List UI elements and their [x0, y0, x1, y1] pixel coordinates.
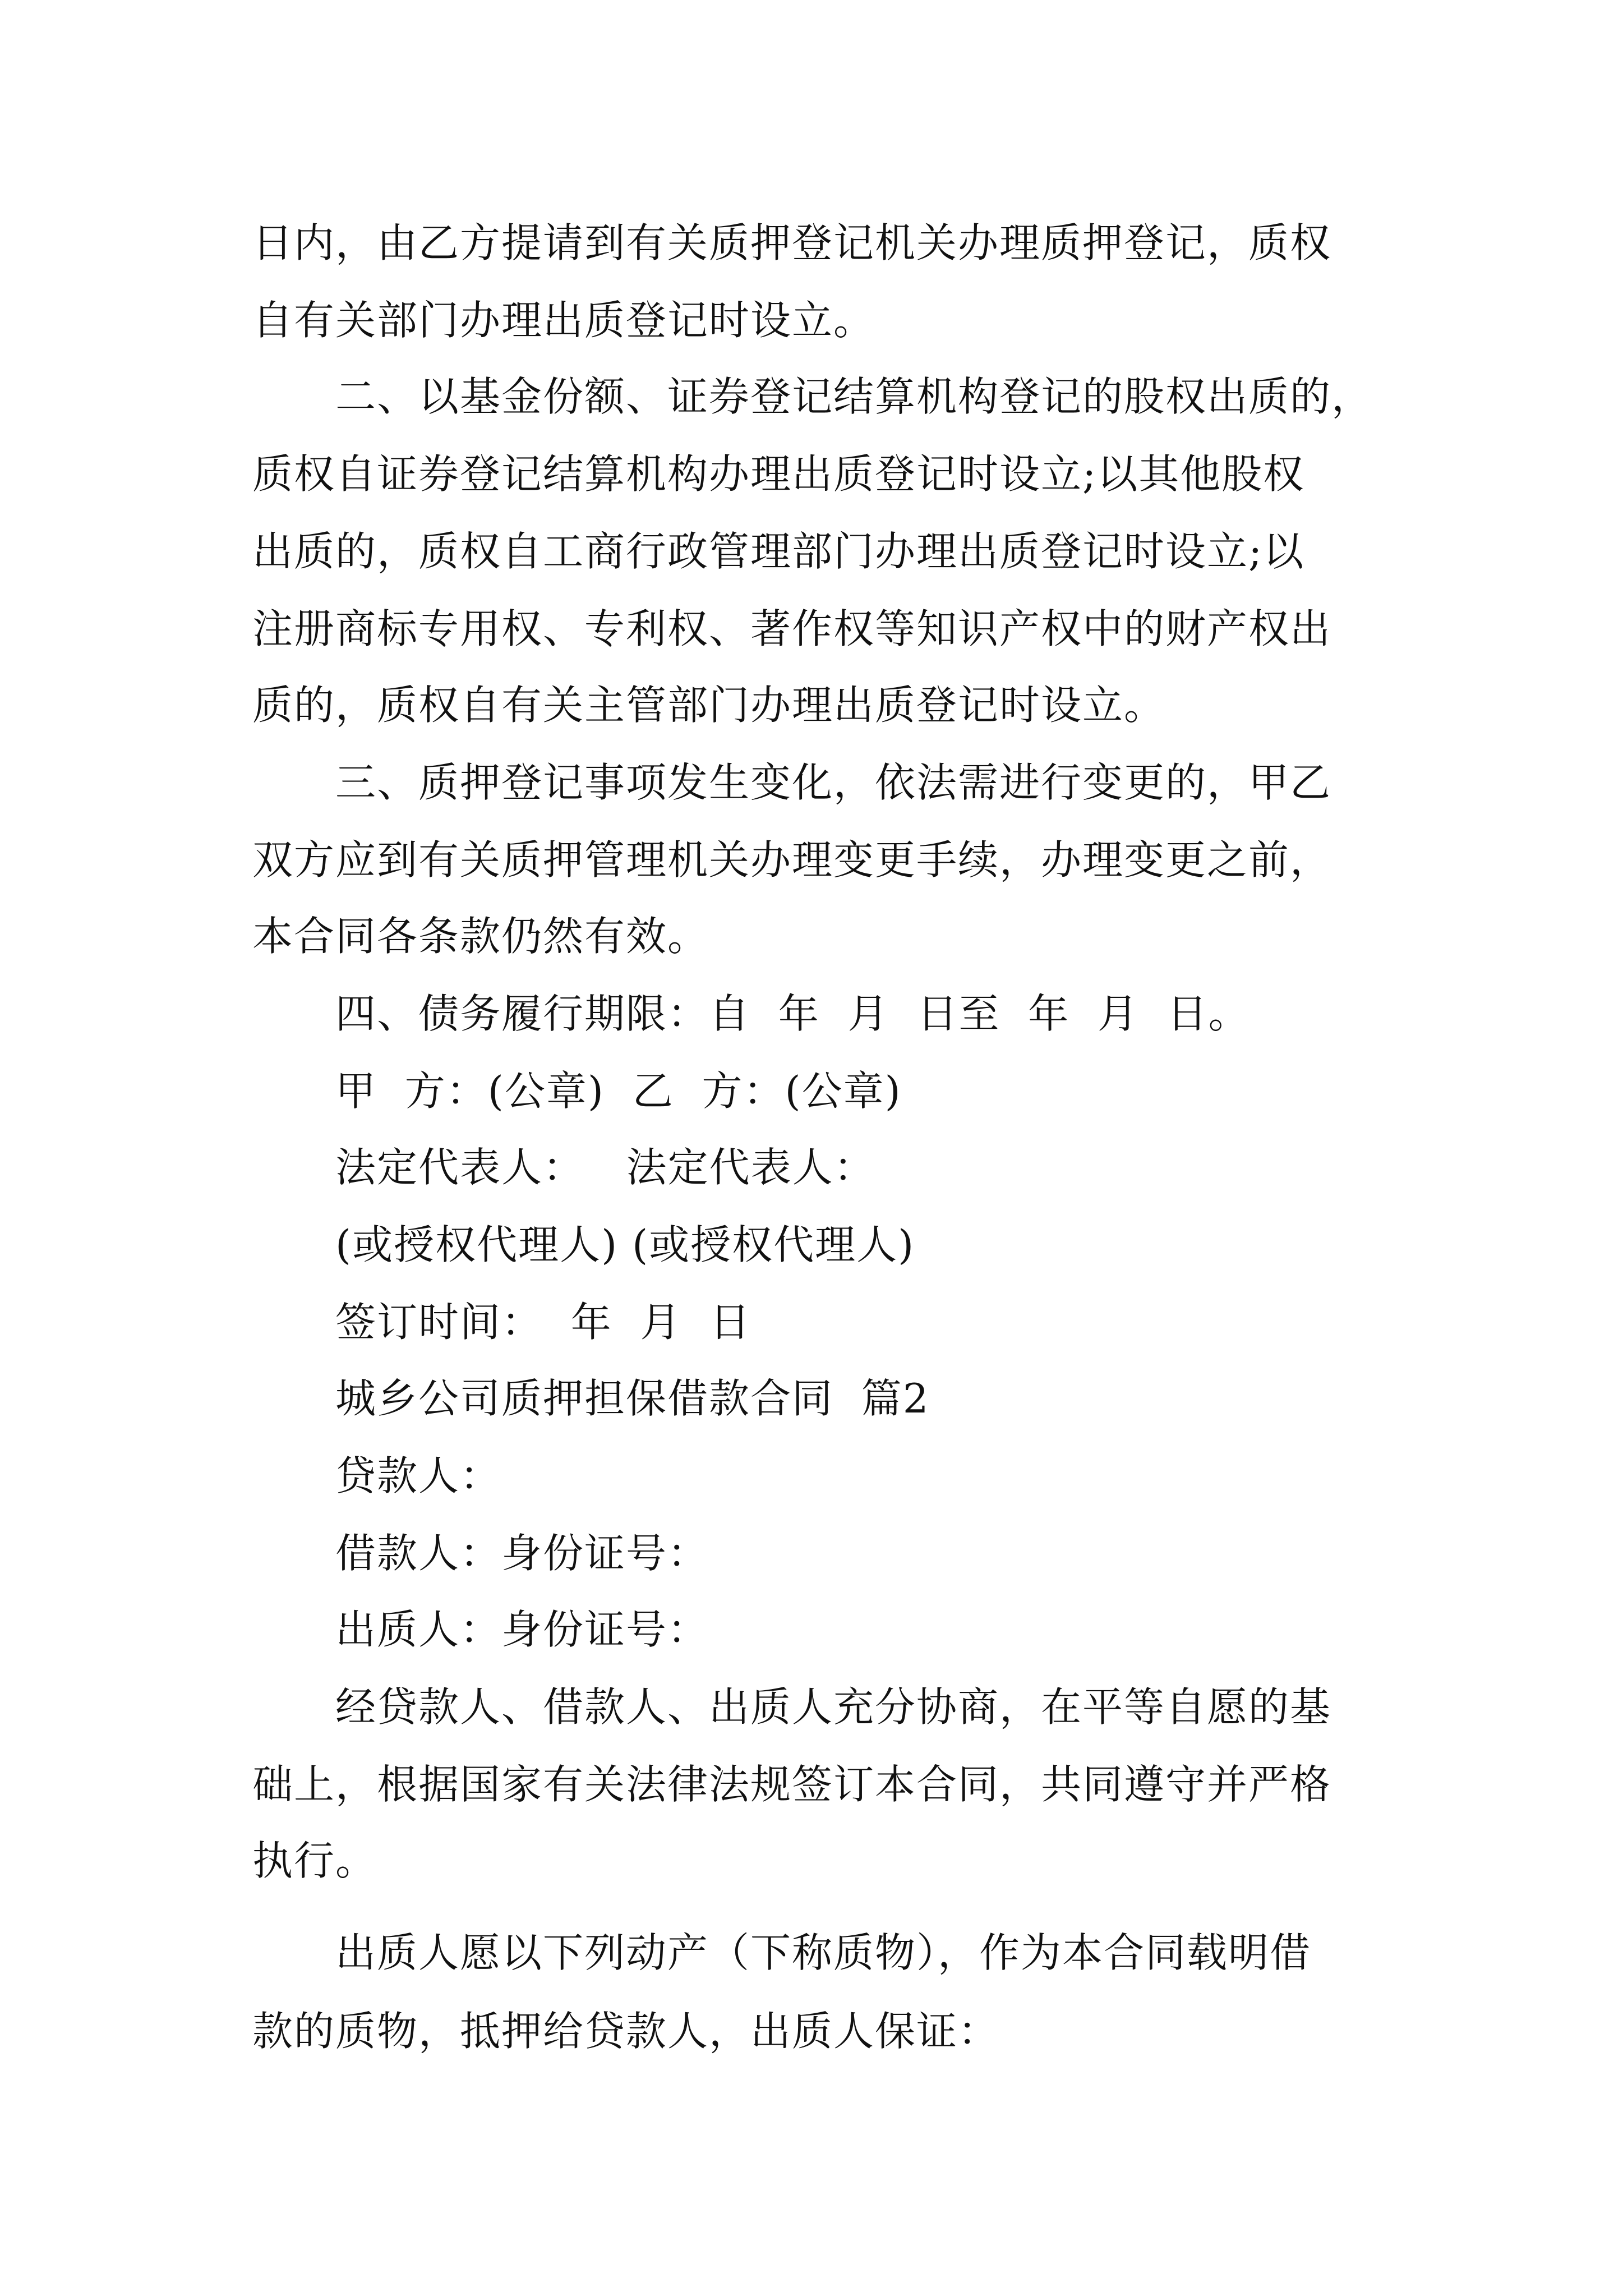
text-line: 法定代表人： 法定代表人：	[335, 1144, 875, 1191]
text-line: 日内，由乙方提请到有关质押登记机关办理质押登记，质权	[252, 219, 1332, 266]
text-line: 经贷款人、借款人、出质人充分协商，在平等自愿的基	[335, 1683, 1332, 1731]
text-line: 款的质物，抵押给贷款人，出质人保证：	[252, 2008, 1000, 2055]
text-line: 自有关部门办理出质登记时设立。	[252, 297, 875, 344]
text-line: 出质人愿以下列动产（下称质物），作为本合同载明借	[335, 1929, 1312, 1976]
text-line: 二、以基金份额、证券登记结算机构登记的股权出质的，	[335, 373, 1373, 420]
text-line: 质权自证券登记结算机构办理出质登记时设立;以其他股权	[252, 450, 1305, 498]
text-line: 执行。	[252, 1837, 377, 1884]
text-line: 甲 方：(公章) 乙 方：(公章)	[335, 1068, 902, 1115]
text-line: 四、债务履行期限：自 年 月 日至 年 月 日。	[335, 990, 1250, 1037]
text-line: 本合同各条款仍然有效。	[252, 913, 709, 960]
text-line: 注册商标专用权、专利权、著作权等知识产权中的财产权出	[252, 605, 1332, 652]
text-line: (或授权代理人) (或授权代理人)	[335, 1221, 915, 1268]
text-line: 双方应到有关质押管理机关办理变更手续，办理变更之前，	[252, 836, 1332, 884]
text-line: 出质人：身份证号：	[335, 1606, 709, 1653]
text-line: 借款人：身份证号：	[335, 1530, 709, 1577]
section-heading: 城乡公司质押担保借款合同 篇2	[335, 1375, 930, 1422]
text-line: 贷款人：	[335, 1452, 502, 1499]
text-line: 三、质押登记事项发生变化，依法需进行变更的，甲乙	[335, 759, 1332, 806]
text-line: 出质的，质权自工商行政管理部门办理出质登记时设立;以	[252, 528, 1305, 575]
text-line: 质的，质权自有关主管部门办理出质登记时设立。	[252, 682, 1166, 729]
text-line: 签订时间： 年 月 日	[335, 1299, 751, 1346]
text-line: 础上，根据国家有关法律法规签订本合同，共同遵守并严格	[252, 1761, 1332, 1808]
